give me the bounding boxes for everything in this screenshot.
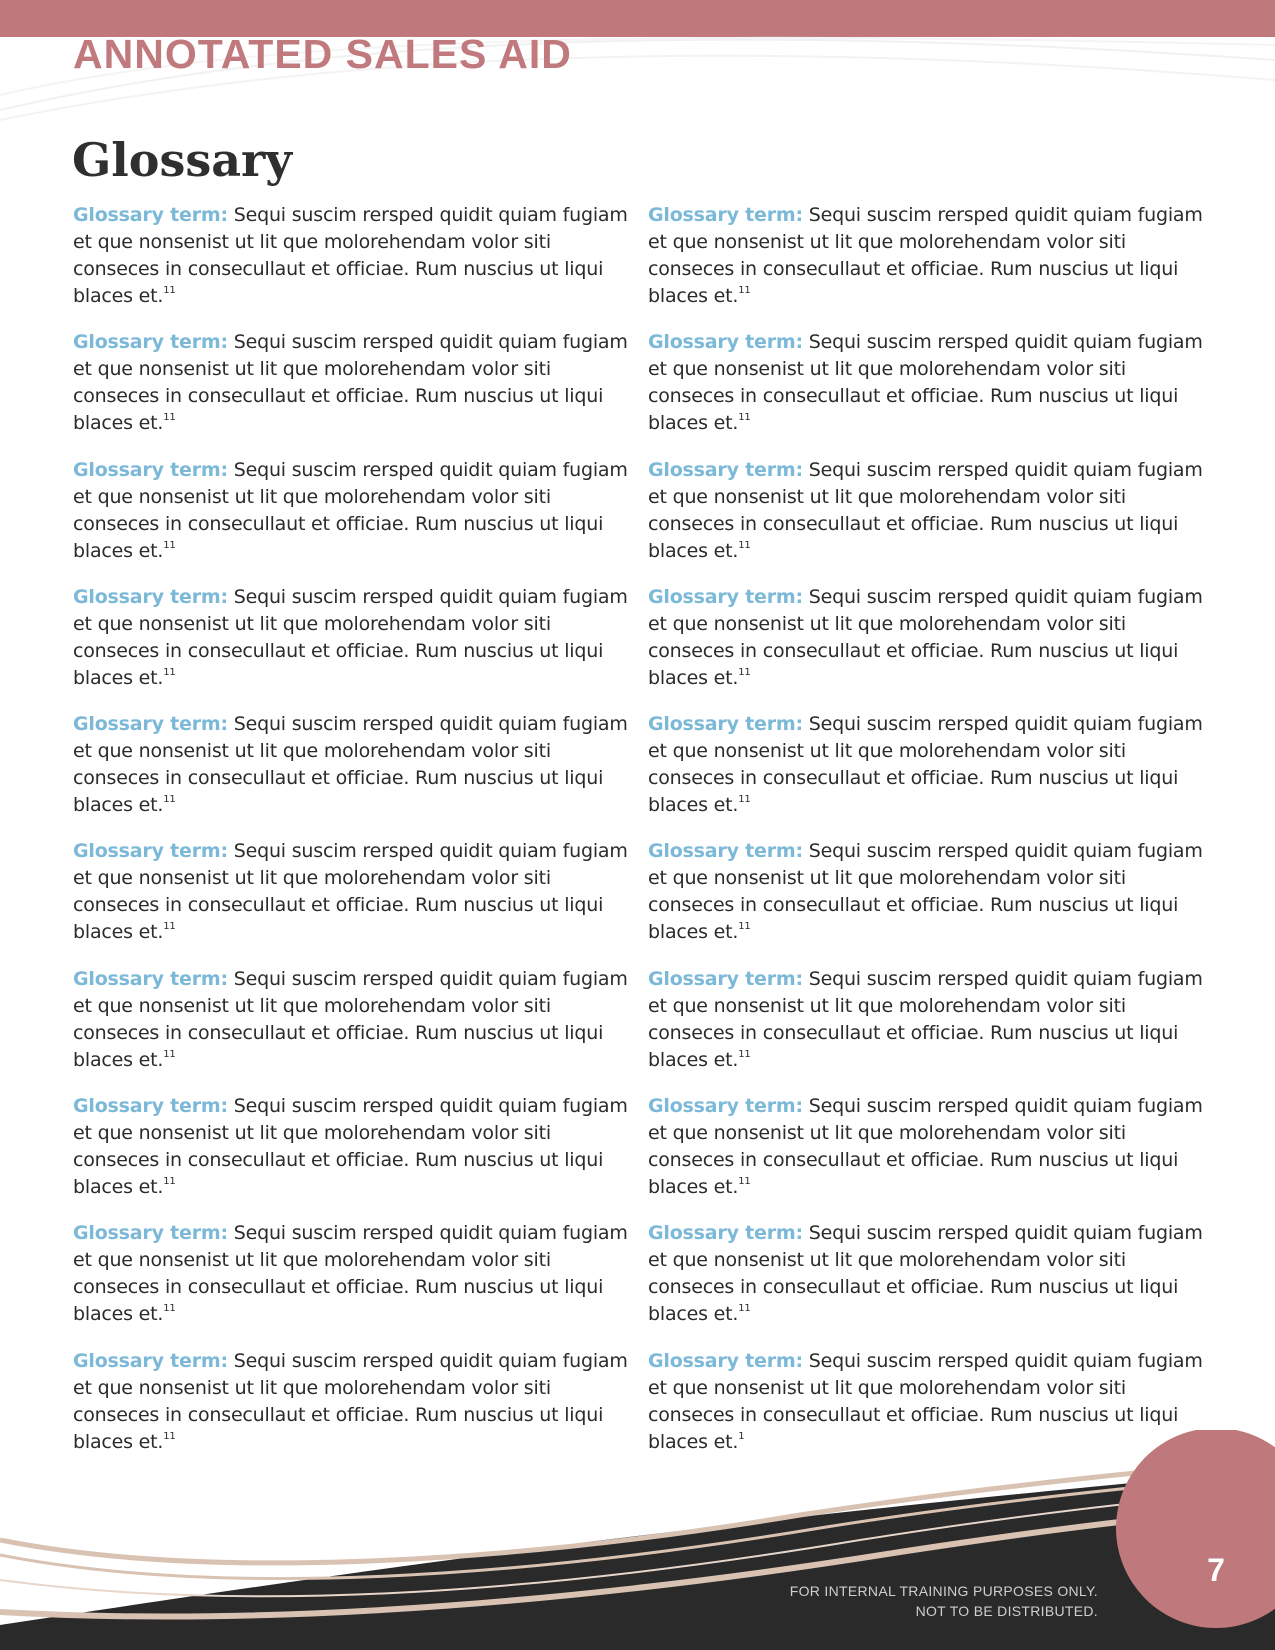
footnote-ref: 1 bbox=[738, 1430, 745, 1442]
glossary-definition: Sequi suscim rersped quidit quiam fugiam et que nonsenist ut lit que molorehendam volor siti conseces in consecullaut et officiae. Rum nuscius ut liqui blaces et. bbox=[648, 1222, 1203, 1326]
glossary-entry bbox=[648, 711, 1208, 838]
glossary-definition: Sequi suscim rersped quidit quiam fugiam et que nonsenist ut lit que molorehendam volor siti conseces in consecullaut et officiae. Rum nuscius ut liqui blaces et. bbox=[648, 585, 1203, 689]
glossary-term: Glossary term: bbox=[73, 585, 228, 608]
glossary-entry bbox=[648, 838, 1208, 965]
page-number: 7 bbox=[1207, 1552, 1225, 1588]
footnote-ref: 11 bbox=[163, 1048, 176, 1060]
glossary-term: Glossary term: bbox=[648, 1095, 803, 1118]
glossary-term: Glossary term: bbox=[73, 713, 228, 736]
glossary-definition: Sequi suscim rersped quidit quiam fugiam et que nonsenist ut lit que molorehendam volor siti conseces in consecullaut et officiae. Rum nuscius ut liqui blaces et. bbox=[73, 1222, 628, 1326]
footnote-ref: 11 bbox=[163, 666, 176, 678]
footer-note-line-1: FOR INTERNAL TRAINING PURPOSES ONLY. bbox=[789, 1583, 1098, 1599]
glossary-definition: Sequi suscim rersped quidit quiam fugiam et que nonsenist ut lit que molorehendam volor siti conseces in consecullaut et officiae. Rum nuscius ut liqui blaces et. bbox=[73, 458, 628, 562]
glossary-definition: Sequi suscim rersped quidit quiam fugiam et que nonsenist ut lit que molorehendam volor siti conseces in consecullaut et officiae. Rum nuscius ut liqui blaces et. bbox=[73, 967, 628, 1071]
glossary-definition: Sequi suscim rersped quidit quiam fugiam et que nonsenist ut lit que molorehendam volor siti conseces in consecullaut et officiae. Rum nuscius ut liqui blaces et. bbox=[73, 1095, 628, 1199]
footnote-ref: 11 bbox=[738, 666, 751, 678]
glossary-term: Glossary term: bbox=[648, 331, 803, 354]
footnote-ref: 11 bbox=[738, 285, 751, 296]
glossary-term: Glossary term: bbox=[648, 967, 803, 990]
footnote-ref: 11 bbox=[163, 1176, 176, 1188]
glossary-entry bbox=[648, 1220, 1208, 1347]
glossary-term: Glossary term: bbox=[648, 713, 803, 736]
glossary-column-left bbox=[73, 202, 633, 1475]
glossary-entry bbox=[73, 457, 633, 584]
glossary-term: Glossary term: bbox=[73, 204, 228, 226]
footnote-ref: 11 bbox=[163, 1430, 176, 1442]
footer-note-line-2: NOT TO BE DISTRIBUTED. bbox=[915, 1603, 1098, 1619]
footnote-ref: 11 bbox=[163, 539, 176, 551]
glossary-definition: Sequi suscim rersped quidit quiam fugiam et que nonsenist ut lit que molorehendam volor siti conseces in consecullaut et officiae. Rum nuscius ut liqui blaces et. bbox=[73, 204, 628, 307]
glossary-entry bbox=[73, 838, 633, 965]
footnote-ref: 11 bbox=[738, 539, 751, 551]
glossary-term: Glossary term: bbox=[648, 204, 803, 226]
glossary-entry bbox=[73, 1093, 633, 1220]
glossary-entry bbox=[73, 584, 633, 711]
glossary-entry bbox=[73, 966, 633, 1093]
footnote-ref: 11 bbox=[738, 1048, 751, 1060]
glossary-term: Glossary term: bbox=[73, 840, 228, 863]
glossary-term: Glossary term: bbox=[73, 1349, 228, 1372]
glossary-entry bbox=[73, 711, 633, 838]
footer-disclaimer bbox=[700, 1581, 1098, 1621]
footnote-ref: 11 bbox=[163, 1303, 176, 1315]
footnote-ref: 11 bbox=[163, 794, 176, 806]
glossary-definition: Sequi suscim rersped quidit quiam fugiam et que nonsenist ut lit que molorehendam volor siti conseces in consecullaut et officiae. Rum nuscius ut liqui blaces et. bbox=[648, 1349, 1203, 1453]
glossary-definition: Sequi suscim rersped quidit quiam fugiam et que nonsenist ut lit que molorehendam volor siti conseces in consecullaut et officiae. Rum nuscius ut liqui blaces et. bbox=[648, 204, 1203, 307]
glossary-entry bbox=[648, 329, 1208, 456]
glossary-term: Glossary term: bbox=[648, 1349, 803, 1372]
glossary-term: Glossary term: bbox=[648, 585, 803, 608]
glossary-definition: Sequi suscim rersped quidit quiam fugiam et que nonsenist ut lit que molorehendam volor siti conseces in consecullaut et officiae. Rum nuscius ut liqui blaces et. bbox=[73, 840, 628, 944]
glossary-definition: Sequi suscim rersped quidit quiam fugiam et que nonsenist ut lit que molorehendam volor siti conseces in consecullaut et officiae. Rum nuscius ut liqui blaces et. bbox=[648, 331, 1203, 435]
glossary-entry bbox=[648, 584, 1208, 711]
footnote-ref: 11 bbox=[163, 921, 176, 933]
page-title: Glossary bbox=[72, 133, 293, 187]
glossary-entry bbox=[648, 966, 1208, 1093]
footnote-ref: 11 bbox=[738, 412, 751, 424]
glossary-column-right bbox=[648, 202, 1208, 1475]
footnote-ref: 11 bbox=[163, 285, 176, 296]
glossary-entry bbox=[73, 1220, 633, 1347]
glossary-entry bbox=[73, 329, 633, 456]
glossary-entry bbox=[648, 1093, 1208, 1220]
footnote-ref: 11 bbox=[163, 412, 176, 424]
glossary-definition: Sequi suscim rersped quidit quiam fugiam et que nonsenist ut lit que molorehendam volor siti conseces in consecullaut et officiae. Rum nuscius ut liqui blaces et. bbox=[73, 1349, 628, 1453]
glossary-definition: Sequi suscim rersped quidit quiam fugiam et que nonsenist ut lit que molorehendam volor siti conseces in consecullaut et officiae. Rum nuscius ut liqui blaces et. bbox=[73, 713, 628, 817]
glossary-definition: Sequi suscim rersped quidit quiam fugiam et que nonsenist ut lit que molorehendam volor siti conseces in consecullaut et officiae. Rum nuscius ut liqui blaces et. bbox=[648, 967, 1203, 1071]
glossary-definition: Sequi suscim rersped quidit quiam fugiam et que nonsenist ut lit que molorehendam volor siti conseces in consecullaut et officiae. Rum nuscius ut liqui blaces et. bbox=[648, 1095, 1203, 1199]
glossary-term: Glossary term: bbox=[73, 331, 228, 354]
glossary-entry bbox=[73, 202, 633, 329]
glossary-term: Glossary term: bbox=[73, 1222, 228, 1245]
glossary-term: Glossary term: bbox=[648, 458, 803, 481]
glossary-entry bbox=[648, 457, 1208, 584]
glossary-definition: Sequi suscim rersped quidit quiam fugiam et que nonsenist ut lit que molorehendam volor siti conseces in consecullaut et officiae. Rum nuscius ut liqui blaces et. bbox=[648, 840, 1203, 944]
glossary-term: Glossary term: bbox=[73, 967, 228, 990]
glossary-definition: Sequi suscim rersped quidit quiam fugiam et que nonsenist ut lit que molorehendam volor siti conseces in consecullaut et officiae. Rum nuscius ut liqui blaces et. bbox=[73, 331, 628, 435]
glossary-definition: Sequi suscim rersped quidit quiam fugiam et que nonsenist ut lit que molorehendam volor siti conseces in consecullaut et officiae. Rum nuscius ut liqui blaces et. bbox=[648, 458, 1203, 562]
glossary-term: Glossary term: bbox=[648, 840, 803, 863]
glossary-term: Glossary term: bbox=[648, 1222, 803, 1245]
glossary-definition: Sequi suscim rersped quidit quiam fugiam et que nonsenist ut lit que molorehendam volor siti conseces in consecullaut et officiae. Rum nuscius ut liqui blaces et. bbox=[648, 713, 1203, 817]
footnote-ref: 11 bbox=[738, 1176, 751, 1188]
header-title: ANNOTATED SALES AID bbox=[73, 31, 572, 74]
glossary-definition: Sequi suscim rersped quidit quiam fugiam et que nonsenist ut lit que molorehendam volor siti conseces in consecullaut et officiae. Rum nuscius ut liqui blaces et. bbox=[73, 585, 628, 689]
footnote-ref: 11 bbox=[738, 1303, 751, 1315]
glossary-term: Glossary term: bbox=[73, 1095, 228, 1118]
glossary-term: Glossary term: bbox=[73, 458, 228, 481]
footnote-ref: 11 bbox=[738, 921, 751, 933]
glossary-entry bbox=[648, 202, 1208, 329]
footnote-ref: 11 bbox=[738, 794, 751, 806]
